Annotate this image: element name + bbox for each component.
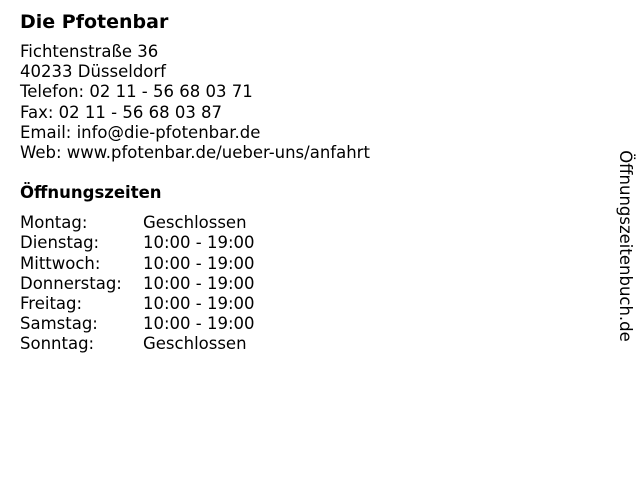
hours-row-sunday bbox=[20, 334, 600, 354]
hours-time-value: 10:00 - 19:00 bbox=[143, 273, 255, 293]
hours-time-value: 10:00 - 19:00 bbox=[143, 253, 255, 273]
site-brand-vertical: Öffnungszeitenbuch.de bbox=[616, 150, 635, 342]
business-card bbox=[20, 10, 600, 355]
hours-time-value: 10:00 - 19:00 bbox=[143, 233, 255, 253]
fax-number: Fax: 02 11 - 56 68 03 87 bbox=[20, 102, 223, 122]
opening-hours-table bbox=[20, 213, 600, 354]
hours-row-monday bbox=[20, 213, 600, 233]
opening-hours-heading: Öffnungszeiten bbox=[20, 183, 162, 203]
phone-number: Telefon: 02 11 - 56 68 03 71 bbox=[20, 82, 253, 102]
hours-time-value: Geschlossen bbox=[143, 213, 247, 233]
hours-day-label: Montag: bbox=[20, 213, 88, 233]
hours-day-label: Donnerstag: bbox=[20, 273, 122, 293]
hours-row-thursday bbox=[20, 274, 600, 294]
hours-day-label: Dienstag: bbox=[20, 233, 100, 253]
hours-day-label: Sonntag: bbox=[20, 334, 95, 354]
hours-time-value: Geschlossen bbox=[143, 334, 247, 354]
hours-day-label: Samstag: bbox=[20, 314, 98, 334]
hours-row-wednesday bbox=[20, 254, 600, 274]
website-url: Web: www.pfotenbar.de/ueber-uns/anfahrt bbox=[20, 143, 370, 163]
address-city: 40233 Düsseldorf bbox=[20, 62, 166, 82]
hours-day-label: Freitag: bbox=[20, 294, 83, 314]
hours-row-friday bbox=[20, 294, 600, 314]
hours-day-label: Mittwoch: bbox=[20, 253, 101, 273]
hours-row-saturday bbox=[20, 314, 600, 334]
address-street: Fichtenstraße 36 bbox=[20, 42, 159, 61]
hours-row-tuesday bbox=[20, 233, 600, 253]
hours-time-value: 10:00 - 19:00 bbox=[143, 314, 255, 334]
contact-block bbox=[20, 42, 600, 163]
hours-time-value: 10:00 - 19:00 bbox=[143, 294, 255, 314]
email-address: Email: info@die-pfotenbar.de bbox=[20, 122, 261, 142]
business-name: Die Pfotenbar bbox=[20, 11, 169, 33]
